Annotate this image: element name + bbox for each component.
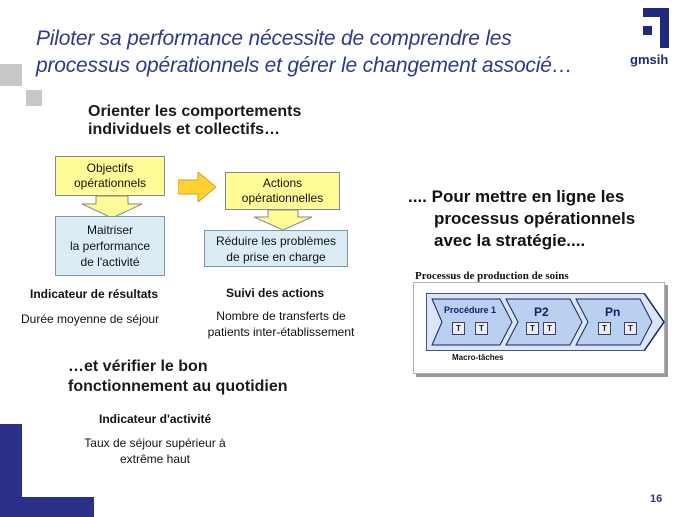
taux-line-2: extrême haut (119, 452, 191, 466)
top-heading-line-2: individuels et collectifs… (88, 121, 281, 138)
page-number: 16 (650, 493, 663, 505)
right-statement (408, 186, 635, 252)
macro-taches-label: Macro-tâches (452, 353, 504, 362)
logo-text: gmsih (630, 52, 669, 67)
title-line-2: processus opérationnels et gérer le changement associé… (36, 54, 573, 77)
task-box: T (598, 322, 611, 335)
step-1-label: Procédure 1 (444, 305, 497, 315)
right-line-1: .... Pour mettre en ligne les (408, 187, 625, 206)
task-box: T (543, 322, 556, 335)
section-top-heading (88, 103, 301, 139)
down-arrow-icon-left (82, 196, 142, 218)
task-box: T (475, 322, 488, 335)
right-line-3: avec la stratégie.... (434, 231, 586, 250)
section-bottom-heading (68, 357, 288, 397)
reduire-box (204, 230, 348, 267)
reduire-line-1: Réduire les problèmes (215, 233, 337, 248)
logo-square (643, 26, 652, 35)
decor-corner-navy (0, 424, 22, 517)
right-line-2: processus opérationnels (434, 209, 636, 228)
indicateur-resultats-label: Indicateur de résultats (30, 287, 159, 301)
objectifs-box (55, 156, 165, 196)
title-line-1: Piloter sa performance nécessite de comprendre les (36, 27, 512, 50)
indicateur-activite-label: Indicateur d'activité (99, 412, 212, 426)
bottom-heading-line-1: …et vérifier le bon (68, 358, 208, 375)
duree-label: Durée moyenne de séjour (21, 312, 160, 326)
maitriser-line-1: Maitriser (86, 223, 133, 237)
taux-label (75, 435, 235, 467)
task-box: T (452, 322, 465, 335)
decor-corner-navy-bar (22, 497, 94, 517)
bottom-heading-line-2: fonctionnement au quotidien (68, 378, 288, 395)
step-2-label: P2 (534, 305, 549, 319)
decor-square-small (26, 90, 42, 106)
nombre-line-2: patients inter-établissement (207, 325, 355, 339)
suivi-label: Suivi des actions (226, 286, 325, 300)
decor-square-large (0, 64, 22, 86)
gmsih-logo-mark (633, 8, 669, 52)
task-box: T (624, 322, 637, 335)
actions-box (225, 172, 340, 210)
logo-bar-right (660, 8, 669, 48)
task-box: T (526, 322, 539, 335)
right-arrow-icon (178, 172, 216, 202)
maitriser-line-3: de l'activité (80, 255, 140, 269)
process-title: Processus de production de soins (415, 270, 569, 282)
step-3-label: Pn (605, 305, 621, 319)
nombre-label (196, 308, 366, 340)
objectifs-line-1: Objectifs (86, 161, 134, 175)
maitriser-box (55, 216, 165, 276)
top-heading-line-1: Orienter les comportements (88, 103, 302, 120)
slide-title (36, 25, 636, 79)
maitriser-line-2: la performance (69, 239, 151, 253)
reduire-line-2: de prise en charge (226, 249, 326, 264)
taux-line-1: Taux de séjour supérieur à (84, 436, 226, 450)
objectifs-line-2: opérationnels (73, 176, 147, 190)
actions-line-2: opérationnelles (241, 191, 324, 205)
actions-line-1: Actions (262, 176, 303, 190)
nombre-line-1: Nombre de transferts de (216, 309, 346, 323)
down-arrow-icon-right (254, 210, 312, 230)
